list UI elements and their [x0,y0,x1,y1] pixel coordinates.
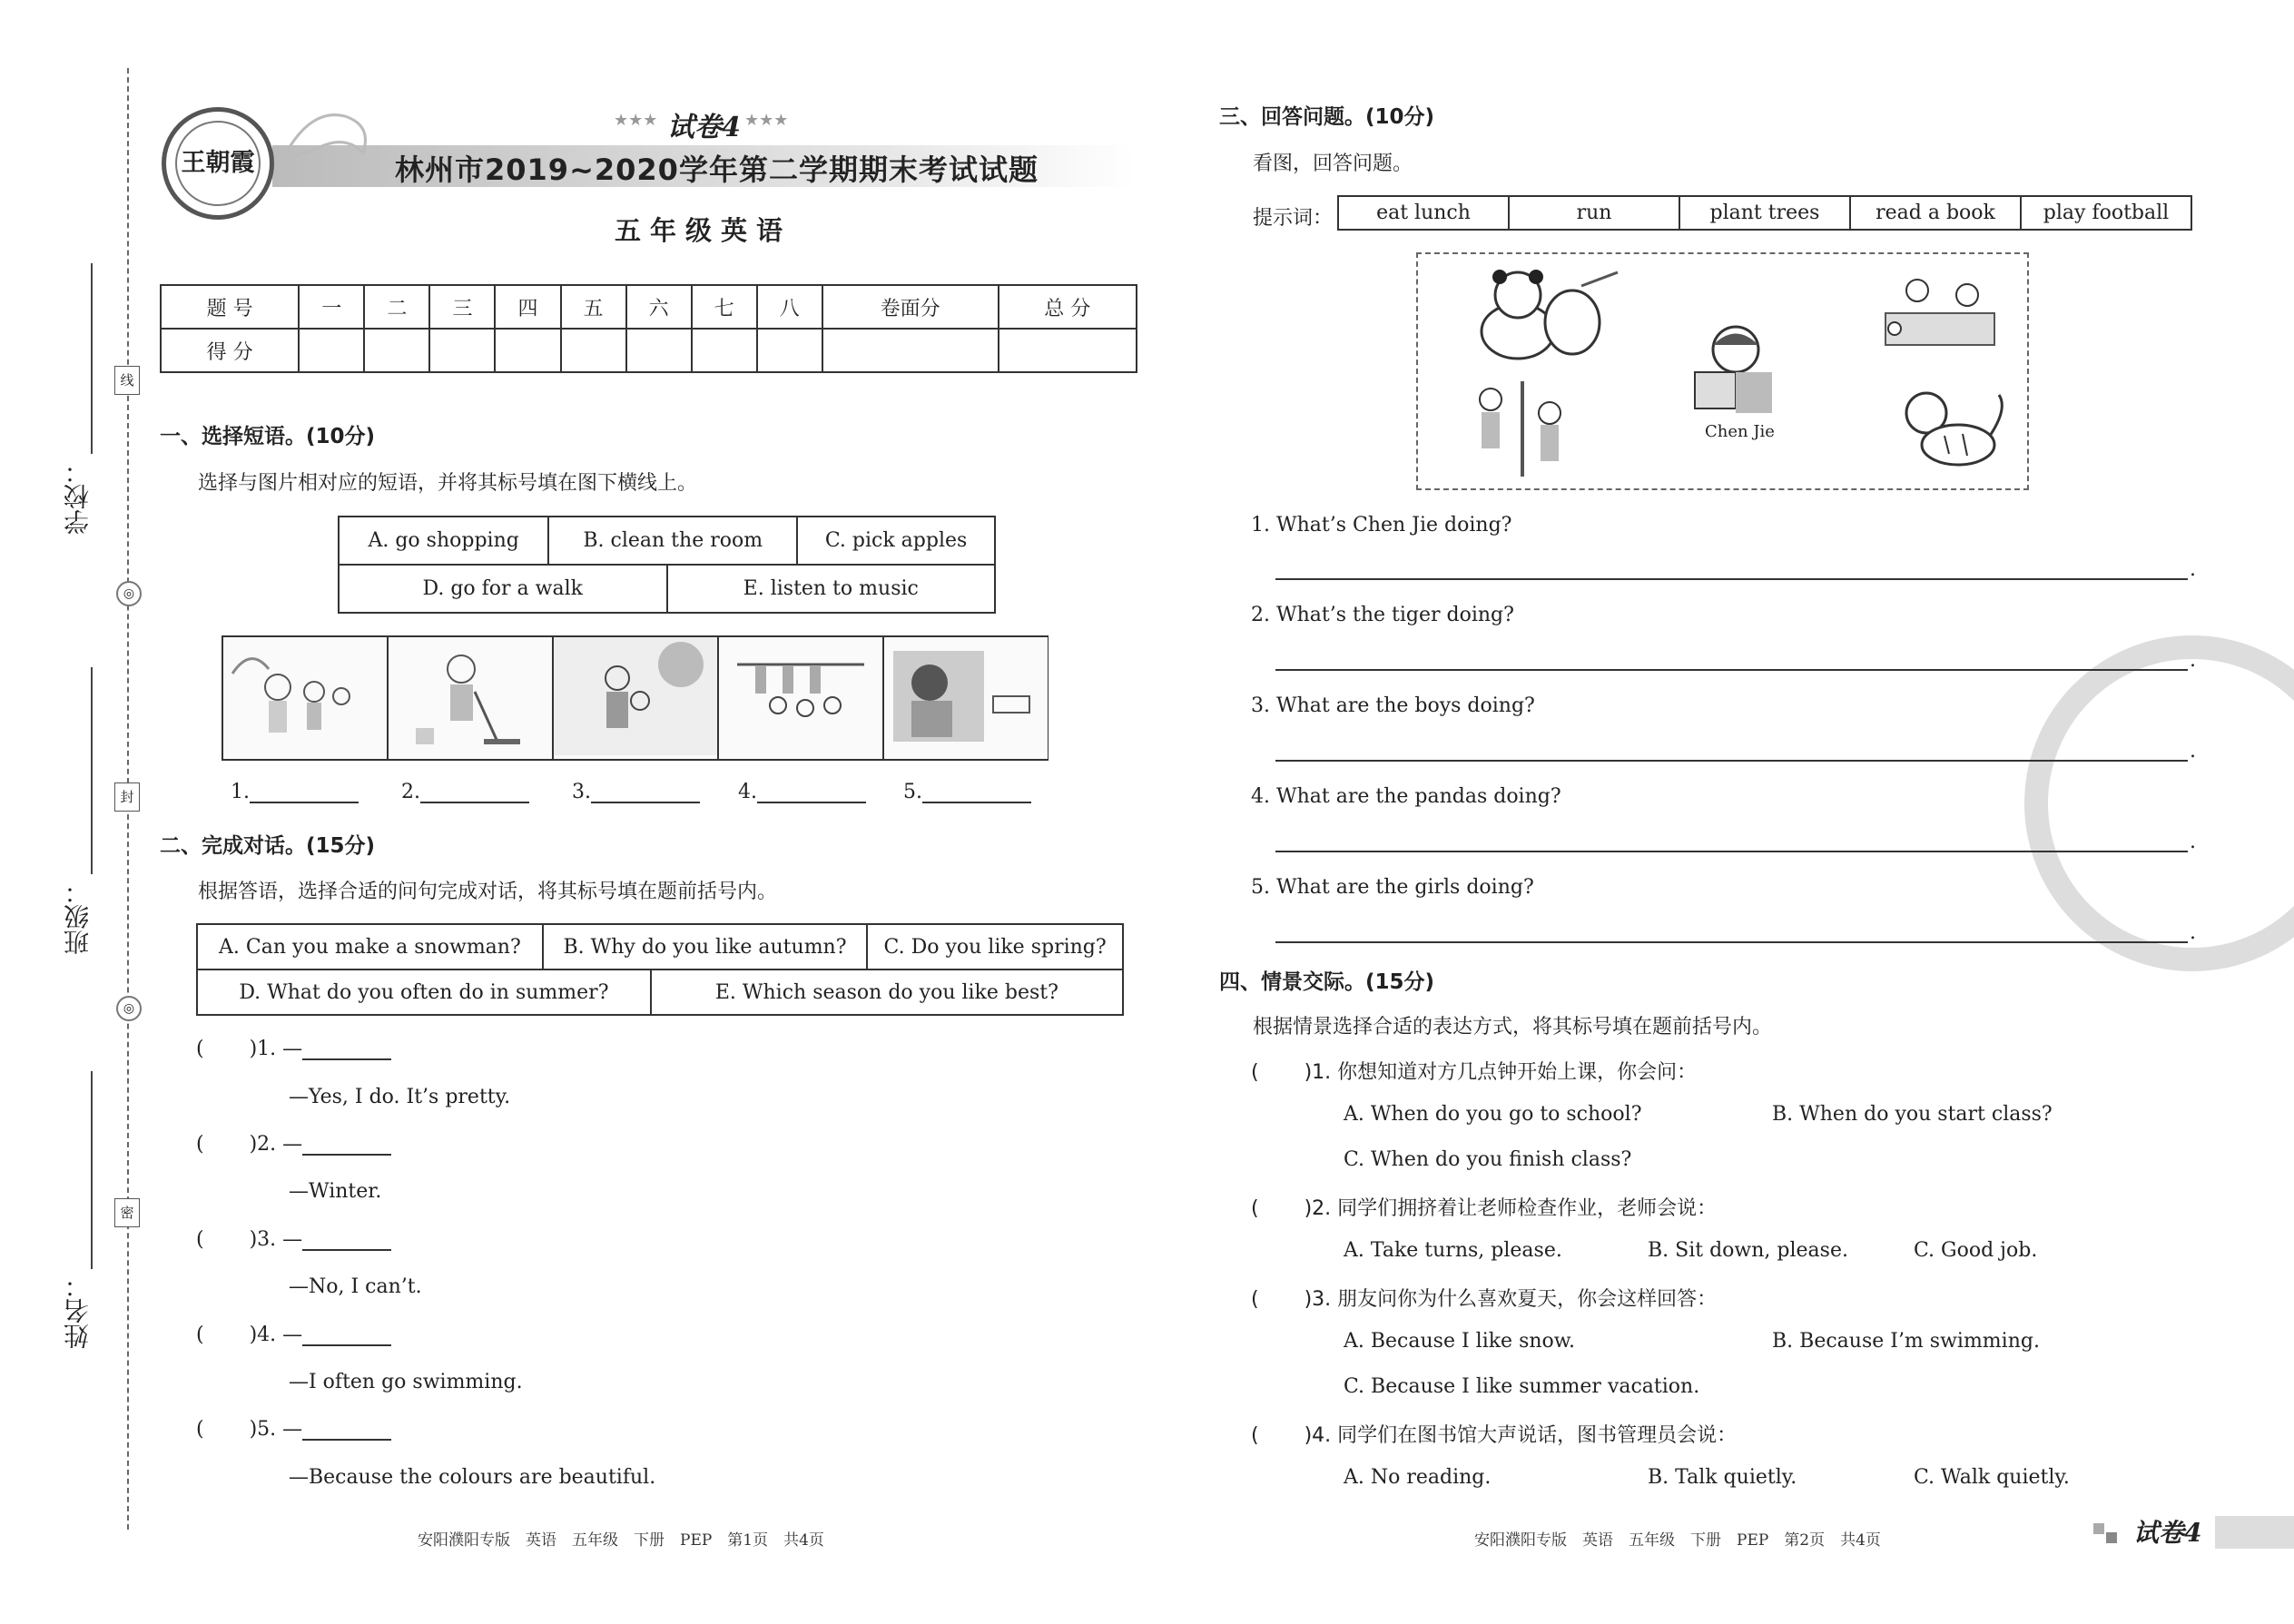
pandas-picture [1463,268,1627,368]
dialog-question: )3. — [249,1228,303,1251]
s4-option: A. No reading. [1344,1466,1492,1489]
school-label: 学校： [63,458,93,535]
blank-number: 4. [738,781,757,803]
dialog-item-5 [196,1418,391,1441]
section1-options [338,516,996,566]
score-input[interactable] [626,329,692,372]
s4-question-1 [1251,1057,1697,1085]
blank-line[interactable] [250,783,359,803]
chen-jie-picture [1681,322,1790,422]
answer-blank-4[interactable] [738,781,866,803]
period: . [2190,831,2196,853]
dialog-item-2 [196,1133,391,1156]
score-cell: 四 [495,285,560,329]
s4-question-text: )2. 同学们拥挤着让老师检查作业，老师会说： [1304,1197,1718,1220]
question-2: 2. What’s the tiger doing? [1251,604,1514,626]
page-subtitle: 五年级英语 [615,215,793,246]
seal-tag-line: 线 [114,366,140,395]
blank-number: 1. [231,781,250,803]
blank-number: 5. [903,781,922,803]
period: . [2190,921,2196,944]
hint-word: run [1509,196,1679,230]
dialog-answer-5: —Because the colours are beautiful. [289,1466,656,1489]
s4-option: A. When do you go to school? [1344,1103,1642,1126]
blank-line[interactable] [302,1326,391,1346]
section2-options-row2 [196,969,1124,1016]
score-cell: 三 [429,285,495,329]
answer-line-3[interactable] [1275,760,2188,762]
name-label: 姓名： [63,1273,93,1349]
picture-caption: Chen Jie [1705,422,1775,441]
section3-picture [1416,252,2029,490]
tiger-picture [1890,381,2008,481]
blank-line[interactable] [302,1231,391,1251]
s4-option: C. When do you finish class? [1344,1148,1632,1171]
publisher-logo [162,107,274,220]
s4-option: B. Sit down, please. [1648,1239,1848,1262]
stars-right: ★★★ [744,111,789,130]
class-label: 班级： [63,879,93,955]
option-cell: B. clean the room [548,517,797,565]
score-cell: 二 [364,285,429,329]
s4-option: A. Take turns, please. [1344,1239,1562,1262]
score-cell: 六 [626,285,692,329]
dialog-answer-2: —Winter. [289,1180,382,1203]
paren: ( [196,1418,204,1441]
answer-blank-3[interactable] [572,781,700,803]
answer-blank-5[interactable] [903,781,1031,803]
paren: ( [196,1038,204,1060]
blank-number: 2. [401,781,420,803]
paren: ( [1251,1197,1259,1220]
option-cell: C. Do you like spring? [867,924,1123,969]
section1-pictures [222,635,1049,761]
question-4: 4. What are the pandas doing? [1251,785,1561,808]
dialog-question: )4. — [249,1324,303,1346]
s4-question-text: )4. 同学们在图书馆大声说话，图书管理员会说： [1304,1424,1738,1447]
s4-option: C. Walk quietly. [1914,1466,2070,1489]
logo-text: 王朝霞 [175,121,261,206]
answer-line-5[interactable] [1275,941,2188,943]
section4-instructions: 根据情景选择合适的表达方式，将其标号填在题前括号内。 [1253,1016,1773,1038]
watermark-stamp [2024,635,2294,971]
option-cell: D. go for a walk [339,565,667,613]
dialog-question: )1. — [249,1038,303,1060]
s4-option: C. Good job. [1914,1239,2038,1262]
apples-picture [554,637,719,759]
option-cell: A. Can you make a snowman? [197,924,543,969]
hint-word: eat lunch [1338,196,1509,230]
class-blank [91,667,93,874]
score-cell: 五 [561,285,626,329]
paren: ( [1251,1061,1259,1084]
answer-blank-1[interactable] [231,781,359,803]
footer-left: 安阳濮阳专版 英语 五年级 下册 PEP 第1页 共4页 [418,1531,824,1550]
score-cell: 八 [757,285,822,329]
score-cell: 一 [299,285,364,329]
s4-option: B. Because I’m swimming. [1772,1330,2040,1353]
hint-word: read a book [1850,196,2021,230]
section1-options-row2 [338,564,996,614]
corner-tab [2215,1516,2294,1549]
corner-square-icon [2093,1523,2104,1534]
score-cell: 卷面分 [822,285,999,329]
s4-option: B. When do you start class? [1772,1103,2053,1126]
score-table [160,284,1137,373]
s4-option: C. Because I like summer vacation. [1344,1375,1700,1398]
footer-right: 安阳濮阳专版 英语 五年级 下册 PEP 第2页 共4页 [1474,1531,1881,1550]
score-cell: 得 分 [161,329,299,372]
paren: ( [196,1228,204,1251]
hint-label: 提示词： [1253,207,1334,230]
blank-line[interactable] [922,783,1031,803]
blank-line[interactable] [302,1040,391,1060]
ribbon-icon [272,98,381,180]
option-cell: C. pick apples [797,517,995,565]
score-input[interactable] [299,329,364,372]
shopping-picture [719,637,884,759]
period: . [2190,740,2196,763]
answer-blank-2[interactable] [401,781,529,803]
dialog-question: )5. — [249,1418,303,1441]
score-input[interactable] [822,329,999,372]
blank-number: 3. [572,781,591,803]
score-input[interactable] [364,329,429,372]
question-1: 1. What’s Chen Jie doing? [1251,514,1512,536]
s4-option: B. Talk quietly. [1648,1466,1797,1489]
score-input[interactable] [999,329,1137,372]
option-cell: B. Why do you like autumn? [543,924,867,969]
dialog-answer-3: —No, I can’t. [289,1275,422,1298]
score-input[interactable] [692,329,757,372]
score-input[interactable] [429,329,495,372]
section3-instructions: 看图，回答问题。 [1253,153,1413,175]
paren: ( [1251,1424,1259,1447]
score-cell: 总 分 [999,285,1137,329]
s4-question-4 [1251,1420,1737,1448]
clean-picture [389,637,554,759]
section3-title: 三、回答问题。(10分) [1219,105,1435,129]
section1-title: 一、选择短语。(10分) [160,425,376,448]
option-cell: E. listen to music [667,565,996,613]
music-picture [884,637,1048,759]
seal-tag-seal: 封 [114,782,140,812]
blank-line[interactable] [420,783,529,803]
binding-knot-icon: ◎ [116,996,142,1021]
stars-left: ★★★ [614,111,658,130]
girls-tree-picture [1463,372,1581,481]
paren: ( [196,1133,204,1156]
option-cell: E. Which season do you like best? [651,969,1123,1015]
corner-square-icon [2106,1532,2117,1543]
dialog-answer-1: —Yes, I do. It’s pretty. [289,1086,511,1108]
section2-title: 二、完成对话。(15分) [160,834,376,858]
s4-question-2 [1251,1193,1717,1221]
period: . [2190,649,2196,672]
binding-knot-icon: ◎ [116,581,142,606]
question-3: 3. What are the boys doing? [1251,694,1535,717]
option-cell: A. go shopping [339,517,548,565]
dialog-item-1 [196,1038,391,1060]
answer-line-4[interactable] [1275,851,2188,852]
s4-question-text: )3. 朋友问你为什么喜欢夏天，你会这样回答： [1304,1288,1718,1311]
walk-picture [223,637,389,759]
score-cell: 七 [692,285,757,329]
paren: ( [196,1324,204,1346]
dialog-item-4 [196,1324,391,1346]
score-cell: 题 号 [161,285,299,329]
paper-label: 试卷4 [667,112,741,143]
option-cell: D. What do you often do in summer? [197,969,651,1015]
question-5: 5. What are the girls doing? [1251,876,1534,899]
blank-line[interactable] [302,1421,391,1441]
seal-tag-secret: 密 [114,1198,140,1227]
score-value-row [161,329,1137,372]
score-input[interactable] [561,329,626,372]
blank-line[interactable] [302,1136,391,1156]
dialog-item-3 [196,1228,391,1251]
period: . [2190,558,2196,581]
section1-instructions: 选择与图片相对应的短语，并将其标号填在图下横线上。 [198,472,698,495]
school-blank [91,263,93,454]
answer-line-2[interactable] [1275,669,2188,671]
name-blank [91,1071,93,1269]
boys-football-picture [1876,272,2013,363]
dialog-question: )2. — [249,1133,303,1156]
hint-word: play football [2021,196,2191,230]
answer-line-1[interactable] [1275,578,2188,580]
section2-instructions: 根据答语，选择合适的问句完成对话，将其标号填在题前括号内。 [198,881,778,903]
score-header-row [161,285,1137,329]
dialog-answer-4: —I often go swimming. [289,1371,523,1393]
blank-line[interactable] [591,783,700,803]
paren: ( [1251,1288,1259,1311]
page-title: 林州市2019~2020学年第二学期期末考试试题 [395,153,1039,187]
section4-title: 四、情景交际。(15分) [1219,970,1435,994]
blank-line[interactable] [757,783,866,803]
section2-options [196,923,1124,970]
score-input[interactable] [757,329,822,372]
hint-words [1337,195,2192,231]
hint-word: plant trees [1679,196,1850,230]
s4-question-3 [1251,1284,1717,1312]
paper-tag: 试卷4 [2133,1518,2202,1548]
s4-option: A. Because I like snow. [1344,1330,1575,1353]
s4-question-text: )1. 你想知道对方几点钟开始上课，你会问： [1304,1061,1698,1084]
score-input[interactable] [495,329,560,372]
